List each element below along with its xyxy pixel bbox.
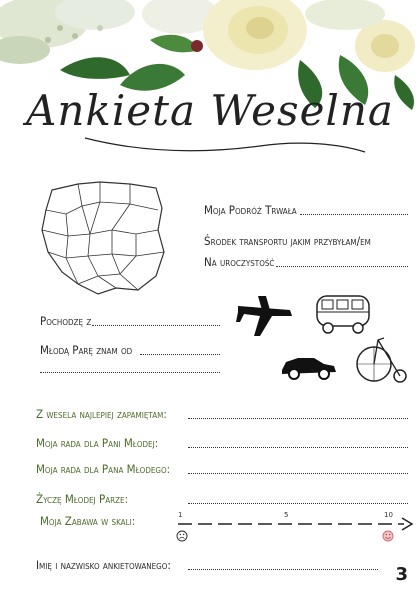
wish-label: Życzę Młodej Parze: [36, 492, 129, 506]
poland-map-icon [38, 180, 166, 298]
transport-input[interactable] [276, 266, 408, 267]
scale-min-label: 1 [178, 511, 183, 519]
scale-max-label: 10 [384, 511, 393, 519]
know-couple-input-line2[interactable] [40, 372, 220, 373]
happy-face-icon [383, 531, 393, 541]
advice-bride-label: Moja rada dla Pani Młodej: [36, 436, 159, 450]
advice-groom-label: Moja rada dla Pana Młodego: [36, 462, 171, 476]
title-flourish [80, 118, 370, 158]
name-input[interactable] [188, 569, 378, 570]
wish-input[interactable] [188, 503, 408, 504]
page-number: 3 [395, 564, 408, 585]
fun-scale-slider[interactable] [172, 516, 416, 544]
transport-label-line2: Na uroczystość [204, 255, 275, 269]
airplane-icon [236, 292, 294, 338]
name-label: Imię i nazwisko ankietowanego: [36, 558, 171, 572]
journey-label: Moja Podróż Trwała [204, 203, 297, 217]
remember-input[interactable] [188, 418, 408, 419]
remember-label: Z wesela najlepiej zapamiętam: [36, 407, 167, 421]
scale-mid-label: 5 [284, 511, 289, 519]
know-couple-label: Młodą Parę znam od [40, 343, 133, 357]
transport-label-line1: Środek transportu jakim przybyłam/em [204, 234, 371, 248]
journey-input[interactable] [300, 214, 408, 215]
origin-input[interactable] [92, 325, 220, 326]
advice-bride-input[interactable] [188, 447, 408, 448]
page-title: Ankieta Weselna [26, 86, 394, 135]
sad-face-icon [177, 531, 187, 541]
penny-farthing-bicycle-icon [356, 334, 408, 384]
origin-label: Pochodzę z [40, 314, 92, 328]
camper-van-icon [313, 292, 373, 336]
fun-scale-label: Moja Zabawa w skali: [40, 514, 136, 528]
know-couple-input[interactable] [140, 354, 220, 355]
car-icon [280, 352, 338, 380]
advice-groom-input[interactable] [188, 473, 408, 474]
